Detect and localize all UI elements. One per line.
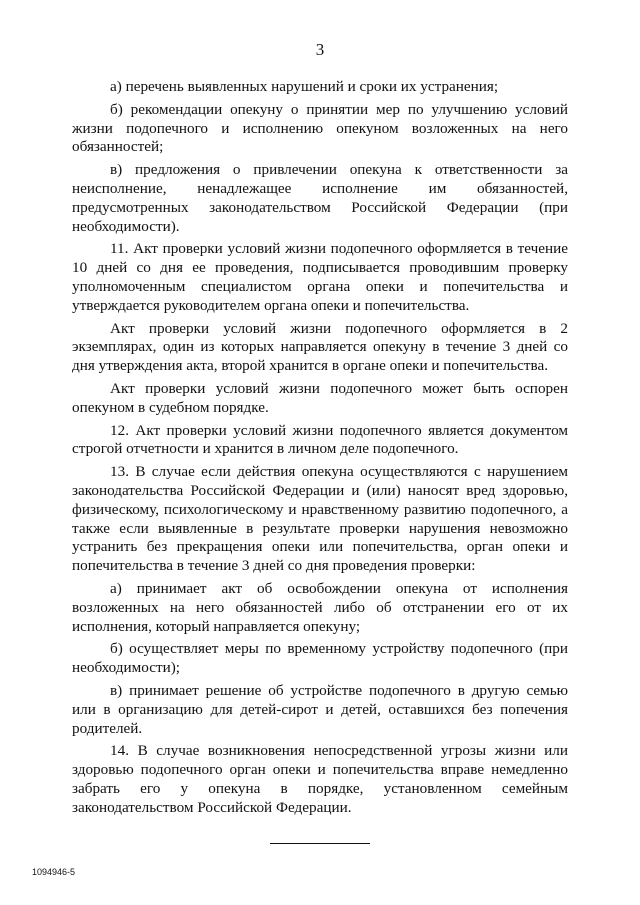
paragraph-11-appeal: Акт проверки условий жизни подопечного может быть оспорен опекуном в судебном порядке. xyxy=(72,379,568,416)
document-body xyxy=(72,78,568,821)
paragraph-13-item-b: б) осуществляет меры по временному устройству подопечного (при необходимости); xyxy=(72,640,568,677)
paragraph-13-item-v: в) принимает решение об устройстве подопечного в другую семью или в организацию для детей-сирот и детей, оставшихся без попечения родителей. xyxy=(72,681,568,737)
page-number: 3 xyxy=(315,40,325,59)
paragraph-item-a-violations: а) перечень выявленных нарушений и сроки их устранения; xyxy=(110,78,499,95)
paragraph-13: 13. В случае если действия опекуна осуществляются с нарушением законодательства Российской Федерации и (или) наносят вред здоровью, физическому, психологическому и нравственному развитию подопечного, а также если выявленные в результате проверки нарушения невозможно устранить без прекращения опеки или попечительства, орган опеки и попечительства в течение 3 дней со дня проведения проверки: xyxy=(72,463,568,575)
paragraph-12: 12. Акт проверки условий жизни подопечного является документом строгой отчетности и хранится в личном деле подопечного. xyxy=(72,421,568,458)
paragraph-11-copies: Акт проверки условий жизни подопечного оформляется в 2 экземплярах, один из которых направляется опекуну в течение 3 дней со дня утверждения акта, второй хранится в органе опеки и попечительства. xyxy=(72,319,568,375)
paragraph-11: 11. Акт проверки условий жизни подопечного оформляется в течение 10 дней со дня ее проведения, подписывается проводившим проверку уполномоченным специалистом органа опеки и попечительства и утверждается руководителем органа опеки и попечительства. xyxy=(72,240,568,314)
paragraph-item-b-recommendations: б) рекомендации опекуну о принятии мер по улучшению условий жизни подопечного и исполнению опекуном возложенных на него обязанностей; xyxy=(72,100,568,156)
paragraph-14: 14. В случае возникновения непосредственной угрозы жизни или здоровью подопечного орган опеки и попечительства вправе немедленно забрать его у опекуна в порядке, установленном семейным законодательством Российской Федерации. xyxy=(72,742,568,816)
separator-line xyxy=(270,843,370,844)
document-code: 1094946-5 xyxy=(32,867,76,877)
paragraph-13-item-a: а) принимает акт об освобождении опекуна от исполнения возложенных на него обязанностей либо об отстранении его от их исполнения, который направляется опекуну; xyxy=(72,579,568,635)
paragraph-item-v-liability: в) предложения о привлечении опекуна к ответственности за неисполнение, ненадлежащее исполнение им обязанностей, предусмотренных законодательством Российской Федерации (при необходимости). xyxy=(72,161,568,235)
